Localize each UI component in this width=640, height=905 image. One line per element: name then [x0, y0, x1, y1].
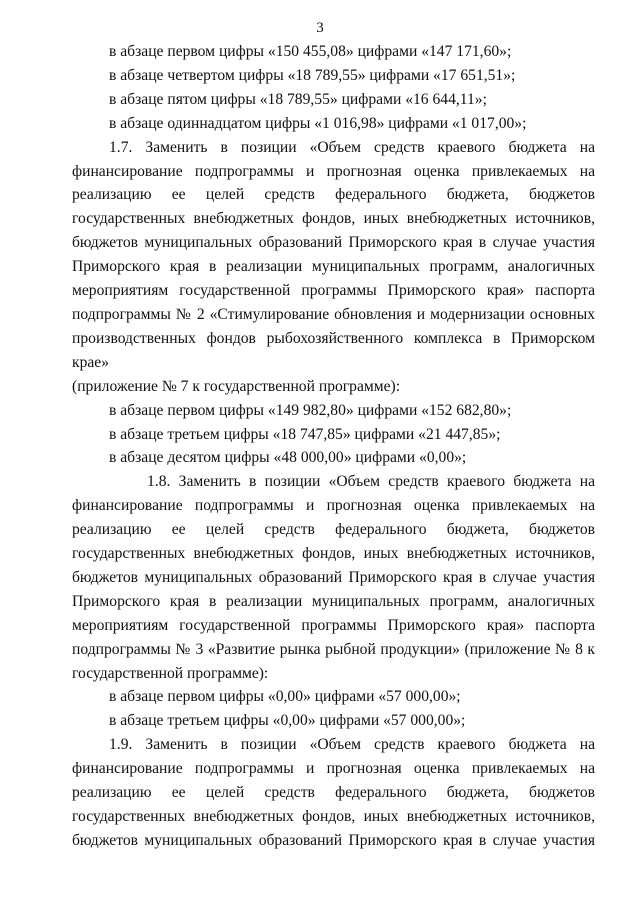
amendment-subitem: в абзаце третьем цифры «18 747,85» цифрами «21 447,85»;: [109, 425, 501, 443]
paragraph-line: бюджетов муниципальных образований Приморского края в случае участия: [72, 568, 595, 586]
paragraph-line: 1.8. Заменить в позиции «Объем средств краевого бюджета на: [147, 473, 595, 491]
paragraph-line: 1.7. Заменить в позиции «Объем средств краевого бюджета на: [109, 138, 595, 156]
amendment-subitem: в абзаце первом цифры «150 455,08» цифрами «147 171,60»;: [109, 43, 512, 60]
paragraph-line: реализацию ее целей средств федерального бюджета, бюджетов: [72, 784, 595, 802]
amendment-paragraph: [72, 136, 595, 399]
paragraph-line: 1.9. Заменить в позиции «Объем средств краевого бюджета на: [109, 736, 595, 754]
paragraph-line: государственных внебюджетных фондов, иных внебюджетных источников,: [72, 210, 595, 228]
amendment-subitem: в абзаце десятом цифры «48 000,00» цифрами «0,00»;: [109, 449, 467, 467]
paragraph-line: Приморского края в реализации муниципальных программ, аналогичных: [72, 258, 595, 276]
paragraph-line: мероприятиям государственной программы Приморского края» паспорта: [72, 282, 595, 300]
page-number: 3: [316, 20, 324, 36]
paragraph-line: государственных внебюджетных фондов, иных внебюджетных источников,: [72, 808, 595, 825]
paragraph-line: финансирование подпрограммы и прогнозная оценка привлекаемых на: [72, 760, 595, 778]
paragraph-line: финансирование подпрограммы и прогнозная оценка привлекаемых на: [72, 497, 595, 515]
paragraph-line: государственных внебюджетных фондов, иных внебюджетных источников,: [72, 545, 595, 563]
amendment-subitem: в абзаце первом цифры «149 982,80» цифрами «152 682,80»;: [109, 401, 512, 419]
paragraph-line: финансирование подпрограммы и прогнозная оценка привлекаемых на: [72, 162, 595, 180]
paragraph-line: подпрограммы № 3 «Развитие рынка рыбной продукции» (приложение № 8 к: [72, 640, 595, 658]
amendment-paragraph: [72, 733, 595, 853]
paragraph-line: бюджетов муниципальных образований Приморского края в случае участия: [72, 234, 595, 252]
paragraph-line: бюджетов муниципальных образований Приморского края в случае участия: [72, 831, 595, 849]
paragraph-line: (приложение № 7 к государственной программе):: [72, 377, 401, 395]
paragraph-line: реализацию ее целей средств федерального бюджета, бюджетов: [72, 186, 595, 204]
amendment-subitem: в абзаце одиннадцатом цифры «1 016,98» цифрами «1 017,00»;: [109, 114, 527, 132]
paragraph-line: мероприятиям государственной программы Приморского края» паспорта: [72, 616, 595, 634]
document-body: [72, 40, 595, 853]
paragraph-line: подпрограммы № 2 «Стимулирование обновления и модернизации основных: [72, 305, 595, 323]
paragraph-line: государственной программе):: [72, 664, 269, 682]
paragraph-line: реализацию ее целей средств федерального бюджета, бюджетов: [72, 521, 595, 539]
amendment-subitem: в абзаце первом цифры «0,00» цифрами «57 000,00»;: [109, 688, 461, 706]
amendment-subitem: в абзаце пятом цифры «18 789,55» цифрами «16 644,11»;: [109, 90, 487, 108]
amendment-subitem: в абзаце четвертом цифры «18 789,55» цифрами «17 651,51»;: [109, 66, 516, 84]
paragraph-line: производственных фондов рыбохозяйственного комплекса в Приморском крае»: [72, 329, 595, 371]
amendment-paragraph: [72, 470, 595, 685]
amendment-subitem: в абзаце третьем цифры «0,00» цифрами «57 000,00»;: [109, 712, 466, 730]
paragraph-line: Приморского края в реализации муниципальных программ, аналогичных: [72, 592, 595, 610]
